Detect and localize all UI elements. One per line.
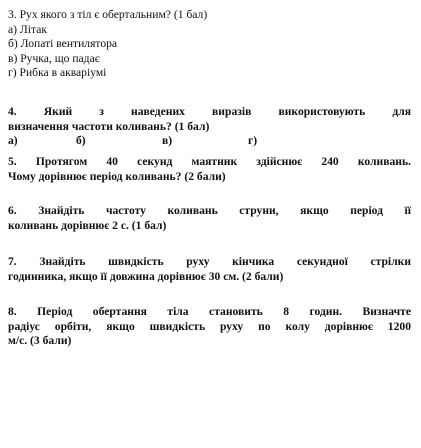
question-3-option-a: а) Літак [8,22,47,36]
question-4 [8,105,411,149]
question-4-option-c: в) [162,134,173,147]
question-3 [8,8,411,81]
question-3-option-b: б) Лопаті вентилятора [8,37,118,50]
question-5-line-2: Чому дорівнює період коливань? (2 бали) [8,169,226,183]
question-7-line-1: 7. Знайдіть швидкість руху кінчика секундної стрілки [8,255,411,268]
question-8-line-2: радіус орбіти, якщо швидкість руху по колу дорівнює 1200 [8,319,411,333]
question-8-line-1: 8. Період обертання тіла становить 8 годин. Визначте [8,305,411,318]
question-7 [8,255,411,284]
question-4-options [8,134,411,149]
question-4-line-2: визначення частоти коливань? (1 бал) [8,119,210,133]
question-5-line-1: 5. Протягом 40 секунд маятник здійснює 240 коливань. [8,155,411,168]
question-4-option-a: а) [8,134,18,147]
question-6 [8,204,411,233]
question-6-line-1: 6. Знайдіть частоту коливань струни, якщо період її [8,204,411,217]
question-8-line-3: м/с. (3 бали) [8,334,72,347]
question-4-option-d: г) [248,134,258,147]
question-5 [8,155,411,184]
question-7-line-2: годинника, якщо її довжина дорівнює 30 см. (2 бали) [8,269,284,283]
question-3-text: 3. Рух якого з тіл є обертальним? (1 бал) [8,8,208,21]
question-3-option-d: г) Рибка в акваріумі [8,66,107,79]
question-8 [8,305,411,349]
question-4-line-1: 4. Який з наведених виразів використовують для [8,105,411,118]
question-6-line-2: коливань дорівнює 2 с. (1 бал) [8,218,167,232]
question-4-option-b: б) [76,134,86,147]
question-3-option-c: в) Ручка, що падає [8,51,100,65]
